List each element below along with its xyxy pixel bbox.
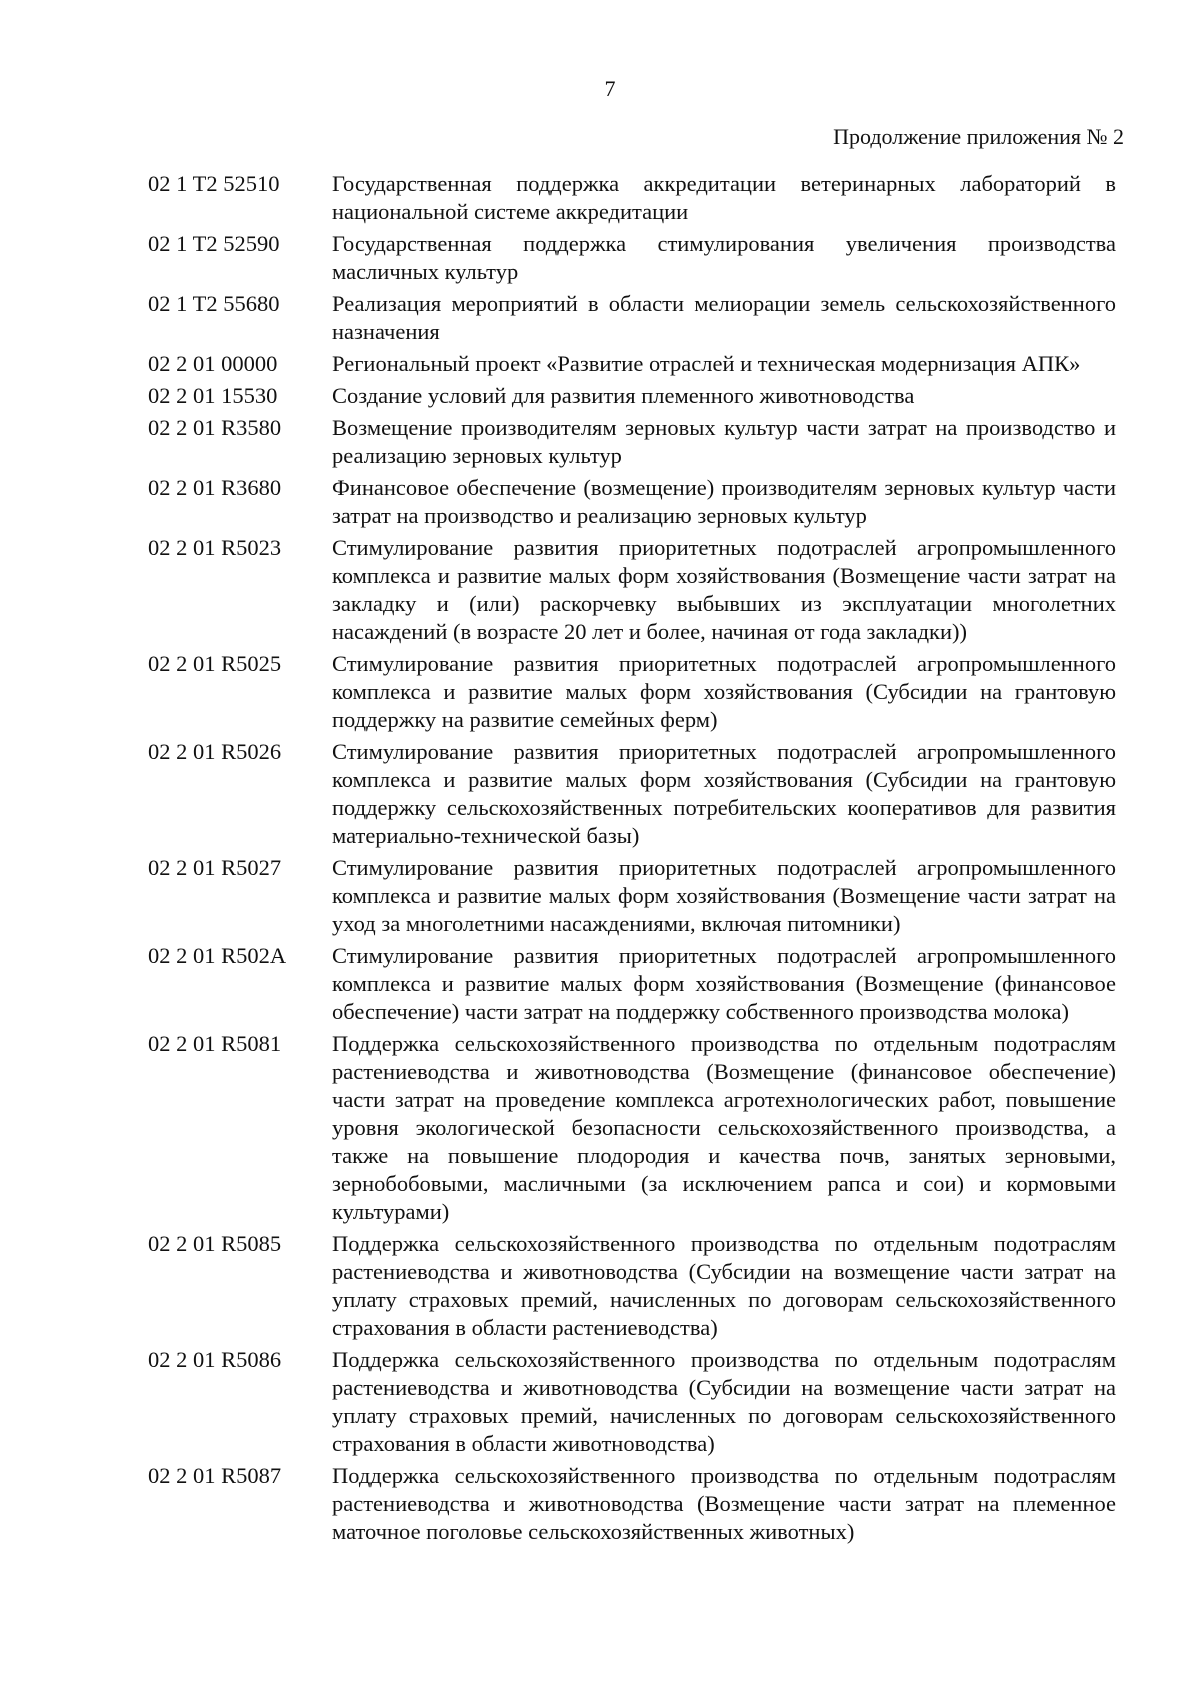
entry-code: 02 2 01 R5025	[148, 651, 282, 676]
list-item	[148, 650, 1116, 734]
list-item	[148, 382, 1116, 410]
entry-description: Поддержка сельскохозяйственного производства по отдельным подотраслям растениеводства и животноводства (Субсидии на возмещение части затрат на уплату страховых премий, начисленных по договорам сельскохозяйственного страхования в области растениеводства)	[332, 1231, 1116, 1340]
entry-description: Поддержка сельскохозяйственного производства по отдельным подотраслям растениеводства и животноводства (Возмещение (финансовое обеспечение) части затрат на проведение комплекса агротехнологических работ, повышение уровня экологической безопасности сельскохозяйственного производства, а также на повышение плодородия и качества почв, занятых зерновыми, зернобобовыми, масличными (за исключением рапса и сои) и кормовыми культурами)	[332, 1031, 1116, 1224]
entry-description: Финансовое обеспечение (возмещение) производителям зерновых культур части затрат на производство и реализацию зерновых культур	[332, 475, 1116, 528]
entry-description: Стимулирование развития приоритетных подотраслей агропромышленного комплекса и развитие малых форм хозяйствования (Возмещение части затрат на уход за многолетними насаждениями, включая питомники)	[332, 855, 1116, 936]
entry-description: Государственная поддержка стимулирования увеличения производства масличных культур	[332, 231, 1116, 284]
list-item	[148, 414, 1116, 470]
entry-code: 02 2 01 R3580	[148, 415, 282, 440]
list-item	[148, 350, 1116, 378]
list-item	[148, 534, 1116, 646]
entry-description: Реализация мероприятий в области мелиорации земель сельскохозяйственного назначения	[332, 291, 1116, 344]
list-item	[148, 1346, 1116, 1458]
entry-code: 02 2 01 15530	[148, 383, 278, 408]
list-item	[148, 1230, 1116, 1342]
entry-description: Государственная поддержка аккредитации ветеринарных лабораторий в национальной системе аккредитации	[332, 171, 1116, 224]
list-item	[148, 170, 1116, 226]
entry-code: 02 2 01 00000	[148, 351, 278, 376]
entry-description: Стимулирование развития приоритетных подотраслей агропромышленного комплекса и развитие малых форм хозяйствования (Возмещение (финансовое обеспечение) части затрат на поддержку собственного производства молока)	[332, 943, 1116, 1024]
entry-code: 02 2 01 R5026	[148, 739, 282, 764]
entry-description: Региональный проект «Развитие отраслей и техническая модернизация АПК»	[332, 351, 1081, 376]
entry-code: 02 1 T2 52510	[148, 171, 280, 196]
list-item	[148, 474, 1116, 530]
entry-description: Поддержка сельскохозяйственного производства по отдельным подотраслям растениеводства и животноводства (Субсидии на возмещение части затрат на уплату страховых премий, начисленных по договорам сельскохозяйственного страхования в области животноводства)	[332, 1347, 1116, 1456]
entry-code: 02 2 01 R5085	[148, 1231, 282, 1256]
entry-description: Поддержка сельскохозяйственного производства по отдельным подотраслям растениеводства и животноводства (Возмещение части затрат на племенное маточное поголовье сельскохозяйственных животных)	[332, 1463, 1116, 1544]
entry-code: 02 2 01 R5023	[148, 535, 282, 560]
list-item	[148, 290, 1116, 346]
entry-description: Стимулирование развития приоритетных подотраслей агропромышленного комплекса и развитие малых форм хозяйствования (Субсидии на грантовую поддержку на развитие семейных ферм)	[332, 651, 1116, 732]
page-number: 7	[604, 76, 616, 101]
entry-description: Возмещение производителям зерновых культур части затрат на производство и реализацию зерновых культур	[332, 415, 1116, 468]
list-item	[148, 942, 1116, 1026]
list-item	[148, 854, 1116, 938]
entry-code: 02 2 01 R502A	[148, 943, 287, 968]
entry-description: Стимулирование развития приоритетных подотраслей агропромышленного комплекса и развитие малых форм хозяйствования (Субсидии на грантовую поддержку сельскохозяйственных потребительских кооперативов для развития материально-технической базы)	[332, 739, 1116, 848]
continuation-heading: Продолжение приложения № 2	[833, 124, 1124, 149]
list-item	[148, 1462, 1116, 1546]
entry-code: 02 2 01 R5081	[148, 1031, 282, 1056]
list-item	[148, 230, 1116, 286]
entry-description: Создание условий для развития племенного животноводства	[332, 383, 915, 408]
classification-list	[148, 170, 1116, 1550]
entry-code: 02 2 01 R5087	[148, 1463, 282, 1488]
entry-description: Стимулирование развития приоритетных подотраслей агропромышленного комплекса и развитие малых форм хозяйствования (Возмещение части затрат на закладку и (или) раскорчевку выбывших из эксплуатации многолетних насаждений (в возрасте 20 лет и более, начиная от года закладки))	[332, 535, 1116, 644]
entry-code: 02 1 T2 52590	[148, 231, 280, 256]
list-item	[148, 738, 1116, 850]
entry-code: 02 2 01 R3680	[148, 475, 282, 500]
list-item	[148, 1030, 1116, 1226]
entry-code: 02 2 01 R5086	[148, 1347, 282, 1372]
entry-code: 02 2 01 R5027	[148, 855, 282, 880]
entry-code: 02 1 T2 55680	[148, 291, 280, 316]
